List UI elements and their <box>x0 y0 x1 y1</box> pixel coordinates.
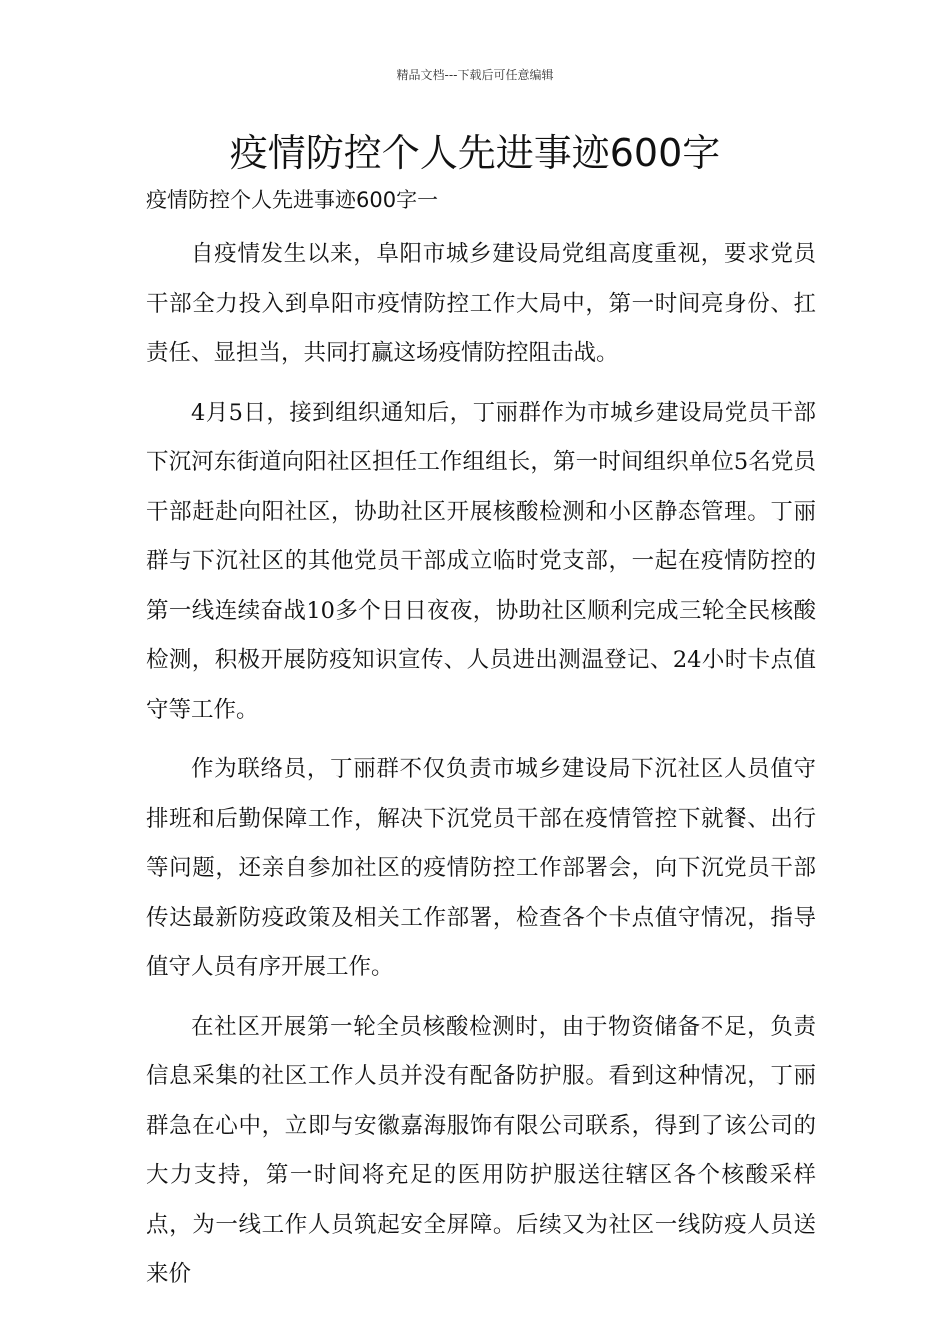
paragraph: 作为联络员，丁丽群不仅负责市城乡建设局下沉社区人员值守排班和后勤保障工作，解决下沉党员干部在疫情管控下就餐、出行等问题，还亲自参加社区的疫情防控工作部署会，向下沉党员干部传达最新防疫政策及相关工作部署，检查各个卡点值守情况，指导值守人员有序开展工作。 <box>146 756 816 980</box>
document-title: 疫情防控个人先进事迹600字 <box>229 131 721 175</box>
paragraph: 在社区开展第一轮全员核酸检测时，由于物资储备不足，负责信息采集的社区工作人员并没有配备防护服。看到这种情况，丁丽群急在心中，立即与安徽嘉海服饰有限公司联系，得到了该公司的大力支持，第一时间将充足的医用防护服送往辖区各个核酸采样点，为一线工作人员筑起安全屏障。后续又为社区一线防疫人员送来价 <box>146 1013 816 1287</box>
header-note: 精品文档---下载后可任意编辑 <box>396 68 554 82</box>
document-body <box>146 180 816 1300</box>
section-subtitle: 疫情防控个人先进事迹600字一 <box>146 188 439 212</box>
paragraph: 4月5日，接到组织通知后，丁丽群作为市城乡建设局党员干部下沉河东街道向阳社区担任工作组组长，第一时间组织单位5名党员干部赶赴向阳社区，协助社区开展核酸检测和小区静态管理。丁丽群与下沉社区的其他党员干部成立临时党支部，一起在疫情防控的第一线连续奋战10多个日日夜夜，协助社区顺利完成三轮全民核酸检测，积极开展防疫知识宣传、人员进出测温登记、24小时卡点值守等工作。 <box>146 399 816 723</box>
paragraph: 自疫情发生以来，阜阳市城乡建设局党组高度重视，要求党员干部全力投入到阜阳市疫情防控工作大局中，第一时间亮身份、扛责任、显担当，共同打赢这场疫情防控阻击战。 <box>146 241 816 366</box>
